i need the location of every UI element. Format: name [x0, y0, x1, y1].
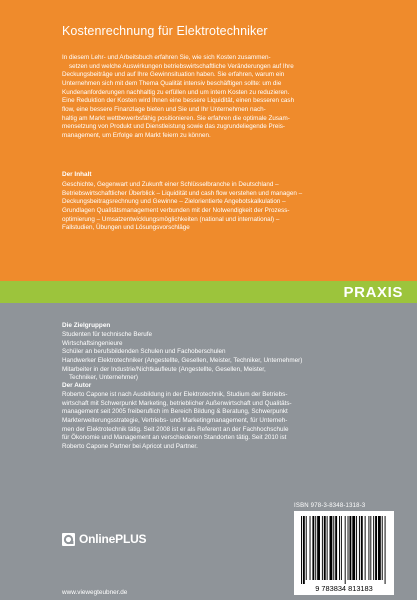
- online-plus-logo: [62, 532, 146, 546]
- inhalt-line: Betriebswirtschaftlicher Überblick – Liquidität und cash flow verstehen und managen –: [62, 189, 303, 197]
- barcode-bar: [330, 516, 333, 580]
- barcode-bar: [370, 516, 371, 580]
- barcode-bar: [348, 516, 349, 580]
- barcode-bars: [294, 511, 394, 595]
- isbn-number: ISBN 978-3-8348-1318-3: [294, 503, 366, 509]
- barcode-bar: [349, 516, 351, 580]
- series-band: [0, 281, 417, 303]
- intro-line: mensetzung von Produkt und Dienstleistung sowie das zugrundeliegende Preis-: [62, 123, 285, 131]
- barcode-bar: [382, 516, 383, 580]
- barcode-bar: [322, 516, 323, 580]
- barcode: [294, 511, 394, 595]
- zielgruppen-item: Handwerker Elektrotechniker (Angestellte, Gesellen, Meister, Techniker, Unternehmer): [62, 356, 303, 364]
- zielgruppen-item: Techniker, Unternehmer): [69, 374, 138, 382]
- book-title: Kostenrechnung für Elektrotechniker: [62, 24, 268, 38]
- barcode-bar: [335, 516, 337, 580]
- description-panel: [0, 0, 417, 281]
- barcode-digits: 9 783834 813183: [315, 584, 373, 593]
- zielgruppen-heading: Die Zielgruppen: [62, 322, 111, 329]
- barcode-bar: [378, 516, 381, 580]
- barcode-bar: [359, 516, 360, 580]
- barcode-bar: [333, 516, 334, 580]
- barcode-bar: [373, 516, 374, 580]
- details-panel: [0, 303, 417, 600]
- autor-line: Roberto Capone Partner bei Apricot und Partner.: [62, 442, 198, 450]
- barcode-bar: [327, 516, 328, 580]
- intro-line: Eine Reduktion der Kosten wird Ihnen eine bessere Liquidität, einen besseren cash: [62, 97, 295, 105]
- zielgruppen-item: Schüler an berufsbildenden Schulen und Fachoberschulen: [62, 348, 226, 356]
- autor-line: Markterweiterungsstrategie, Vertriebs- und Marketingmanagement, für Unterneh-: [62, 416, 288, 424]
- zielgruppen-item: Wirtschaftsingenieure: [62, 339, 123, 347]
- intro-line: In diesem Lehr- und Arbeitsbuch erfahren Sie, wie sich Kosten zusammen-: [62, 54, 271, 61]
- publisher-url[interactable]: www.viewegteubner.de: [62, 589, 128, 596]
- barcode-bar: [301, 516, 302, 584]
- barcode-bar: [310, 516, 311, 580]
- barcode-bar: [324, 516, 326, 580]
- inhalt-text: [62, 181, 392, 233]
- intro-line: management, um Erfolge am Markt feiern zu können.: [62, 131, 211, 139]
- autor-line: Roberto Capone ist nach Ausbildung in der Elektrotechnik, Studium der Betriebs-: [62, 391, 288, 398]
- barcode-bar: [365, 516, 366, 580]
- barcode-bar: [315, 516, 316, 580]
- inhalt-line: Deckungsbeitragsrechnung und Gewinne – Zielorientierte Angebotskalkulation –: [62, 198, 286, 206]
- inhalt-line: Fallstudien, Übungen und Lösungsvorschläge: [62, 224, 190, 232]
- inhalt-heading: Der Inhalt: [62, 171, 92, 178]
- zielgruppen-list: [62, 331, 392, 383]
- intro-line: haltig am Markt wettbewerbsfähig positionieren. Sie erfahren die optimale Zusam-: [62, 114, 290, 122]
- autor-line: wirtschaft mit Schwerpunkt Marketing, betrieblicher Außenwirtschaft und Qualitäts-: [62, 399, 292, 407]
- intro-line: Unternehmen sich mit dem Thema Qualität intensiv beschäftigen sollte: um die: [62, 79, 282, 87]
- autor-line: für Ökonomie und Management an verschiedenen Standorten tätig. Seit 2010 ist: [62, 434, 287, 442]
- barcode-bar: [341, 516, 342, 580]
- autor-line: management seit 2005 freiberuflich im Bereich Bildung & Beratung, Schwerpunkt: [62, 408, 288, 416]
- barcode-bar: [303, 516, 305, 584]
- barcode-bar: [385, 516, 386, 584]
- online-plus-text: OnlinePLUS: [79, 532, 147, 546]
- series-label: PRAXIS: [343, 284, 403, 301]
- zielgruppen-item: Mitarbeiter in der Industrie/Nichtkaufleute (Angestellte, Gesellen, Meister,: [62, 365, 266, 373]
- barcode-bar: [356, 516, 357, 580]
- barcode-bar: [312, 516, 314, 580]
- intro-text: [62, 54, 392, 141]
- barcode-bar: [361, 516, 363, 580]
- inhalt-line: optimierung – Umsatzentwicklungsmöglichkeiten (national und international) –: [62, 215, 280, 223]
- autor-text: [62, 391, 392, 452]
- intro-line: flow, eine bessere Finanzlage bieten und Sie und Ihr Unternehmen nach-: [62, 105, 266, 113]
- barcode-bar: [375, 516, 377, 580]
- barcode-bar: [339, 516, 340, 580]
- inhalt-line: Geschichte, Gegenwart und Zukunft einer Schlüsselbranche in Deutschland –: [62, 181, 279, 188]
- barcode-bar: [317, 516, 320, 580]
- autor-heading: Der Autor: [62, 382, 92, 389]
- barcode-bar: [306, 516, 307, 580]
- barcode-bar: [368, 516, 369, 580]
- barcode-bar: [345, 516, 346, 584]
- autor-line: men der Elektrotechnik tätig. Seit 2008 ist er als Referent an der Fachhochschule: [62, 425, 289, 433]
- intro-line: setzen und welche Auswirkungen betriebswirtschaftliche Veränderungen auf Ihre: [69, 62, 294, 70]
- online-plus-icon: [62, 533, 75, 546]
- inhalt-line: Grundlagen Qualitätsmanagement verbunden mit der Notwendigkeit der Prozess-: [62, 206, 290, 214]
- zielgruppen-item: Studenten für technische Berufe: [62, 331, 152, 338]
- intro-line: Kundenanforderungen nachhaltig zu erfüllen und um intern Kosten zu reduzieren.: [62, 88, 290, 96]
- intro-line: Deckungsbeiträge und auf Ihre Gewinnsituation haben. Sie erfahren, warum ein: [62, 71, 285, 79]
- barcode-bar: [352, 516, 355, 580]
